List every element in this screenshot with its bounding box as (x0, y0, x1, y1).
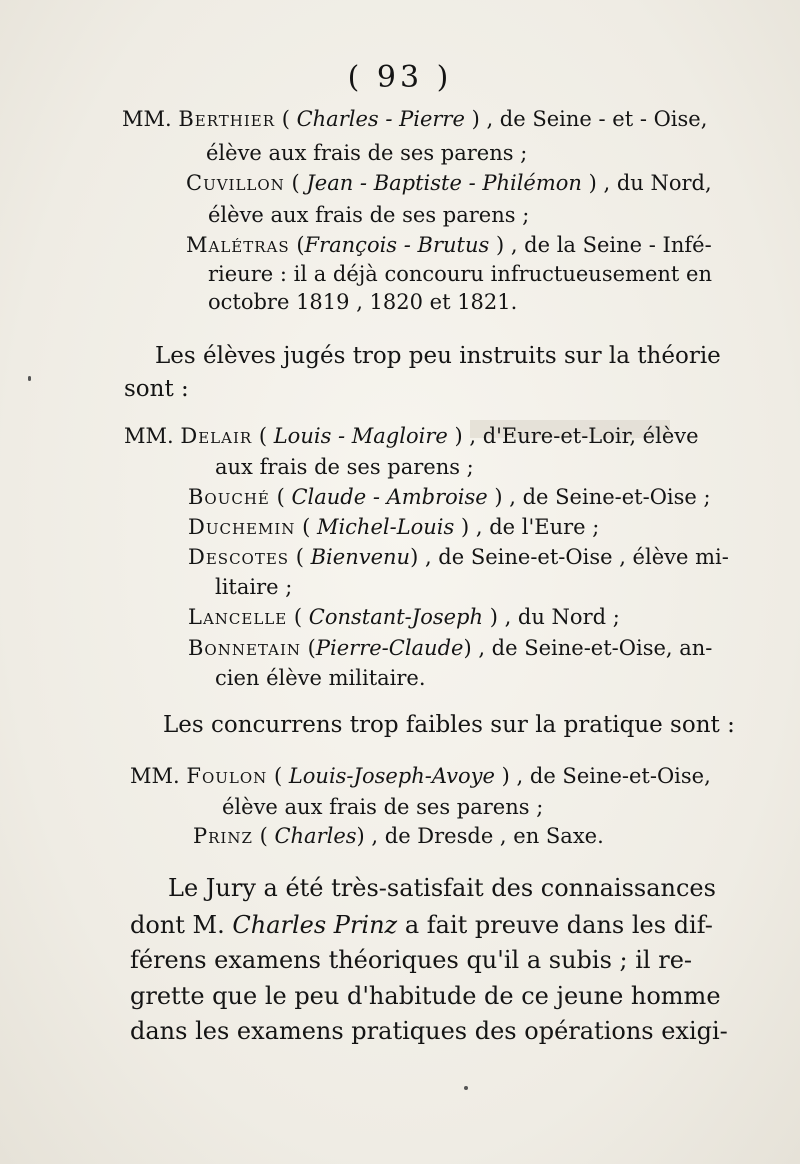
paren-open: ( (252, 424, 274, 448)
paren-close: ) (494, 764, 517, 788)
surname: Bouché (188, 485, 270, 509)
given-names: François - Brutus (304, 233, 490, 257)
entry-continuation: élève aux frais de ses parens ; (222, 795, 544, 819)
entry-continuation: cien élève militaire. (215, 666, 426, 690)
entry-continuation: litaire ; (215, 575, 293, 599)
paper-speck (464, 1086, 468, 1090)
given-names: Michel-Louis (316, 515, 455, 539)
paren-open: ( (275, 107, 297, 131)
paren-open: ( (284, 171, 307, 195)
surname: Bonnetain (188, 636, 301, 660)
list-prefix: MM. (130, 764, 180, 788)
paren-open: ( (295, 515, 317, 539)
surname: Delair (180, 424, 253, 448)
paragraph-line: férens examens théoriques qu'il a subis ; il re- (130, 946, 693, 974)
given-names: Charles (274, 824, 357, 848)
given-names: Louis-Joseph-Avoye (288, 764, 495, 788)
paren-close: ) (356, 824, 372, 848)
entry-bonnetain (188, 636, 712, 660)
paren-close: ) (487, 485, 510, 509)
entry-duchemin (188, 515, 599, 539)
entry-foulon (130, 764, 711, 788)
entry-maletras (186, 233, 712, 257)
paren-close: ) (581, 171, 604, 195)
section-heading-theory-cont: sont : (124, 376, 189, 402)
paren-close: ) (410, 545, 425, 569)
paragraph-line (130, 911, 713, 939)
given-names: Pierre-Claude (315, 636, 464, 660)
surname: Lancelle (188, 605, 288, 629)
origin: , de Seine - et - Oise, (486, 107, 708, 131)
list-prefix: MM. (124, 424, 174, 448)
text-run: dont M. (130, 911, 233, 939)
origin: , de Seine-et-Oise , élève mi- (424, 545, 729, 569)
given-names: Charles - Pierre (296, 107, 465, 131)
entry-lancelle (188, 605, 620, 629)
surname: Prinz (193, 824, 253, 848)
paren-open: ( (267, 764, 289, 788)
paren-close: ) (464, 107, 487, 131)
origin: , de Seine-et-Oise, (516, 764, 711, 788)
surname: Duchemin (188, 515, 296, 539)
paren-close: ) (454, 515, 476, 539)
surname: Cuvillon (186, 171, 285, 195)
entry-continuation: aux frais de ses parens ; (215, 455, 474, 479)
paren-close: ) (447, 424, 470, 448)
given-names: Bienvenu (310, 545, 411, 569)
paragraph-line: Le Jury a été très-satisfait des connaissances (168, 874, 716, 902)
section-heading-theory: Les élèves jugés trop peu instruits sur la théorie (155, 343, 721, 369)
entry-continuation: élève aux frais de ses parens ; (208, 203, 530, 227)
surname: Berthier (178, 107, 276, 131)
person-name: Charles Prinz (232, 911, 398, 939)
origin: , de Seine-et-Oise, an- (478, 636, 713, 660)
surname: Malétras (186, 233, 290, 257)
entry-bouche (188, 485, 711, 509)
surname: Descotes (188, 545, 290, 569)
origin: , de la Seine - Infé- (510, 233, 712, 257)
paper-speck (28, 376, 31, 381)
origin: , de Seine-et-Oise ; (509, 485, 711, 509)
paragraph-line: grette que le peu d'habitude de ce jeune homme (130, 982, 721, 1010)
entry-berthier (122, 107, 707, 131)
paren-open: ( (269, 485, 292, 509)
origin: , du Nord ; (504, 605, 620, 629)
paren-close: ) (463, 636, 479, 660)
origin: , d'Eure-et-Loir, élève (469, 424, 699, 448)
origin: , de Dresde , en Saxe. (371, 824, 604, 848)
paren-close: ) (483, 605, 505, 629)
paren-open: ( (289, 233, 305, 257)
section-heading-practice: Les concurrens trop faibles sur la pratique sont : (163, 712, 735, 738)
text-run: a fait preuve dans les dif- (397, 911, 713, 939)
entry-continuation: rieure : il a déjà concouru infructueusement en (208, 262, 712, 286)
surname: Foulon (186, 764, 268, 788)
given-names: Claude - Ambroise (291, 485, 488, 509)
page-number: ( 93 ) (347, 60, 453, 95)
origin: , de l'Eure ; (475, 515, 600, 539)
paren-open: ( (252, 824, 275, 848)
entry-prinz (193, 824, 604, 848)
paren-close: ) (489, 233, 511, 257)
paren-open: ( (301, 636, 316, 660)
given-names: Jean - Baptiste - Philémon (306, 171, 582, 195)
entry-delair (124, 424, 699, 448)
given-names: Constant-Joseph (308, 605, 484, 629)
origin: , du Nord, (603, 171, 712, 195)
entry-continuation: octobre 1819 , 1820 et 1821. (208, 290, 518, 314)
entry-cuvillon (186, 171, 712, 195)
paren-open: ( (289, 545, 311, 569)
paragraph-line: dans les examens pratiques des opérations exigi- (130, 1017, 728, 1045)
list-prefix: MM. (122, 107, 172, 131)
given-names: Louis - Magloire (273, 424, 448, 448)
entry-continuation: élève aux frais de ses parens ; (206, 141, 528, 165)
entry-descotes (188, 545, 729, 569)
paren-open: ( (287, 605, 309, 629)
